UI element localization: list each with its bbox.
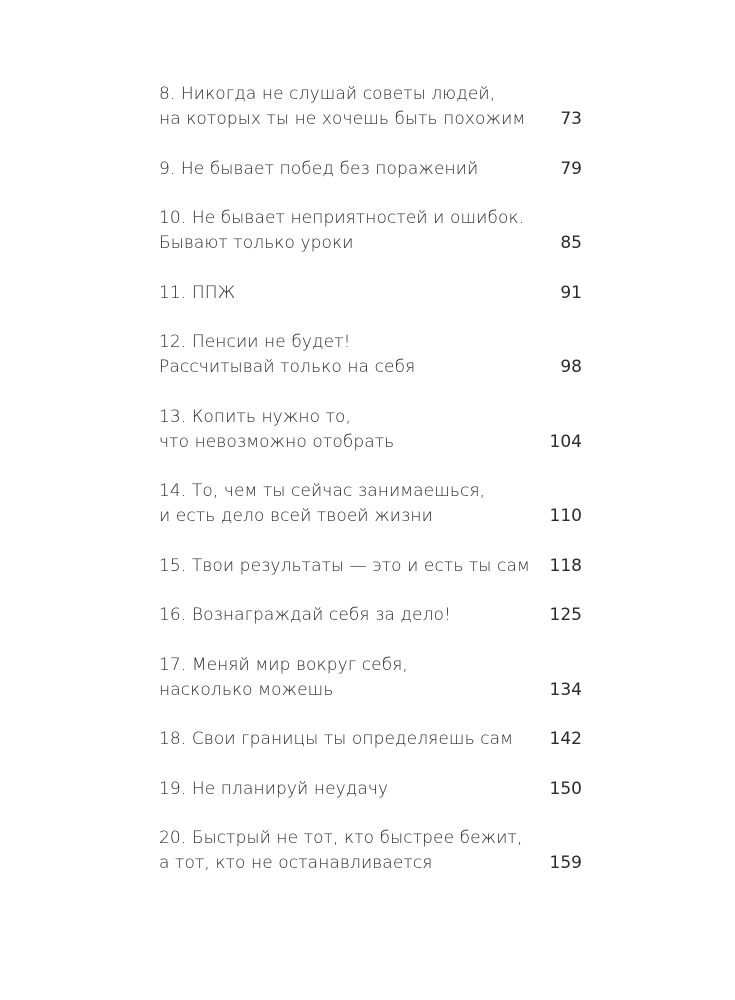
table-of-contents <box>159 82 582 901</box>
toc-entry-title-line: 9. Не бывает побед без поражений <box>159 158 479 179</box>
toc-entry-title-line: Бывают только уроки <box>159 233 354 253</box>
toc-entry-title-line: 13. Копить нужно то, <box>159 406 352 427</box>
toc-entry-title-line: 8. Никогда не слушай советы людей, <box>159 84 496 104</box>
toc-entry <box>159 603 582 628</box>
toc-entry-title <box>159 206 524 256</box>
toc-entry-page-number: 142 <box>549 729 582 749</box>
toc-entry <box>159 727 582 752</box>
toc-entry-title-line: 12. Пенсии не будет! <box>159 332 351 352</box>
toc-entry-title <box>159 777 388 802</box>
toc-entry-title-line: 19. Не планируй неудачу <box>159 778 389 799</box>
toc-entry <box>159 206 582 256</box>
toc-entry-page-number: 159 <box>549 853 582 873</box>
toc-entry-page-number: 110 <box>549 506 582 526</box>
toc-entry-title <box>159 727 513 752</box>
toc-entry <box>159 281 582 306</box>
toc-entry-title-line: и есть дело всей твоей жизни <box>159 506 433 526</box>
toc-entry <box>159 777 582 802</box>
toc-entry-title-line: 11. ППЖ <box>159 282 236 303</box>
toc-entry-title-line: 17. Меняй мир вокруг себя, <box>159 654 408 675</box>
toc-entry-title-line: Рассчитывай только на себя <box>159 357 416 377</box>
toc-entry <box>159 157 582 182</box>
toc-entry-page-number: 104 <box>549 431 582 452</box>
toc-entry-page-number: 79 <box>560 158 582 179</box>
toc-entry <box>159 82 582 132</box>
toc-entry-title <box>159 826 523 876</box>
toc-entry-title-line: а тот, кто не останавливается <box>159 853 433 873</box>
toc-entry-title <box>159 405 394 455</box>
toc-entry <box>159 653 582 703</box>
toc-entry-title-line: 10. Не бывает неприятностей и ошибок. <box>159 208 525 228</box>
toc-entry-title-line: на которых ты не хочешь быть похожим <box>159 109 526 129</box>
toc-entry-page-number: 91 <box>560 282 582 303</box>
toc-entry-title-line: 15. Твои результаты — это и есть ты сам <box>159 555 530 576</box>
toc-entry-title-line: 14. То, чем ты сейчас занимаешься, <box>159 481 486 501</box>
toc-entry-title-line: что невозможно отобрать <box>159 431 395 452</box>
toc-entry-page-number: 98 <box>560 357 582 377</box>
toc-entry-title <box>159 653 408 703</box>
toc-entry-title <box>159 554 530 579</box>
toc-entry <box>159 554 582 579</box>
toc-entry-title-line: насколько можешь <box>159 679 334 700</box>
toc-entry-page-number: 85 <box>560 233 582 253</box>
toc-entry-title-line: 16. Вознаграждай себя за дело! <box>159 605 451 625</box>
toc-entry-title <box>159 157 478 182</box>
toc-entry <box>159 826 582 876</box>
toc-entry-page-number: 150 <box>549 778 582 799</box>
toc-entry-title <box>159 479 485 529</box>
toc-entry <box>159 330 582 380</box>
toc-entry-page-number: 73 <box>560 109 582 129</box>
toc-entry-page-number: 134 <box>549 679 582 700</box>
toc-entry <box>159 479 582 529</box>
toc-entry-page-number: 118 <box>549 555 582 576</box>
toc-entry-page-number: 125 <box>549 605 582 625</box>
toc-entry-title <box>159 82 525 132</box>
toc-entry-title <box>159 281 235 306</box>
toc-entry-title <box>159 603 451 628</box>
toc-entry-title-line: 20. Быстрый не тот, кто быстрее бежит, <box>159 828 523 848</box>
toc-entry-title <box>159 330 415 380</box>
toc-entry-title-line: 18. Свои границы ты определяешь сам <box>159 729 514 749</box>
toc-entry <box>159 405 582 455</box>
